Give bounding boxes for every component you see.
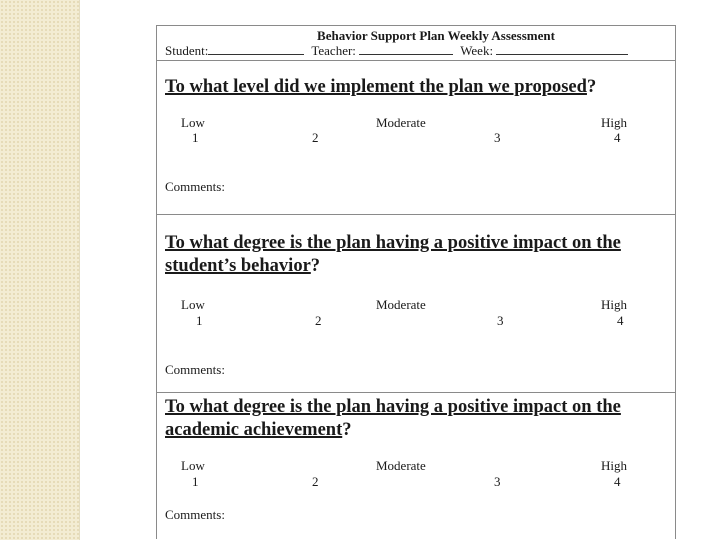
teacher-label: Teacher: (311, 43, 356, 58)
week-field[interactable] (496, 43, 628, 55)
info-line (165, 43, 632, 59)
student-label: Student: (165, 43, 209, 58)
scale-label-low: Low (181, 297, 205, 312)
scale-option-2[interactable]: 2 (312, 474, 319, 489)
scale-option-3[interactable]: 3 (494, 474, 501, 489)
question-1-mark: ? (586, 77, 597, 97)
scale-option-3[interactable]: 3 (497, 313, 504, 328)
form-title: Behavior Support Plan Weekly Assessment (317, 28, 555, 43)
question-3-text: To what degree is the plan having a positive impact on the academic achievement (165, 397, 621, 440)
scale-option-4[interactable]: 4 (617, 313, 624, 328)
form-header (157, 26, 675, 61)
question-3 (165, 396, 670, 442)
assessment-form (156, 25, 676, 539)
scale-option-1[interactable]: 1 (192, 474, 199, 489)
week-label: Week: (460, 43, 494, 58)
scale-option-3[interactable]: 3 (494, 130, 501, 145)
comments-label-1: Comments: (165, 179, 225, 194)
scale-option-2[interactable]: 2 (315, 313, 322, 328)
scale-label-high: High (601, 458, 627, 473)
scale-option-4[interactable]: 4 (614, 474, 621, 489)
question-2-mark: ? (310, 256, 321, 276)
scale-option-1[interactable]: 1 (196, 313, 203, 328)
scale-label-moderate: Moderate (376, 297, 426, 312)
scale-label-moderate: Moderate (376, 458, 426, 473)
question-1 (165, 76, 670, 99)
question-2-text: To what degree is the plan having a positive impact on the student’s behavior (165, 233, 621, 276)
question-1-text: To what level did we implement the plan we proposed (165, 77, 587, 97)
scale-label-low: Low (181, 115, 205, 130)
question-section-2 (157, 215, 675, 393)
teacher-field[interactable] (359, 43, 453, 55)
comments-label-3: Comments: (165, 507, 225, 522)
scale-label-high: High (601, 115, 627, 130)
comments-label-2: Comments: (165, 362, 225, 377)
scale-option-4[interactable]: 4 (614, 130, 621, 145)
decorative-side-pattern (0, 0, 80, 540)
scale-label-low: Low (181, 458, 205, 473)
scale-label-high: High (601, 297, 627, 312)
scale-option-1[interactable]: 1 (192, 130, 199, 145)
question-2 (165, 232, 670, 278)
question-3-mark: ? (342, 420, 352, 440)
scale-label-moderate: Moderate (376, 115, 426, 130)
question-section-3 (157, 393, 675, 540)
scale-option-2[interactable]: 2 (312, 130, 319, 145)
student-field[interactable] (208, 43, 304, 55)
question-section-1 (157, 61, 675, 215)
